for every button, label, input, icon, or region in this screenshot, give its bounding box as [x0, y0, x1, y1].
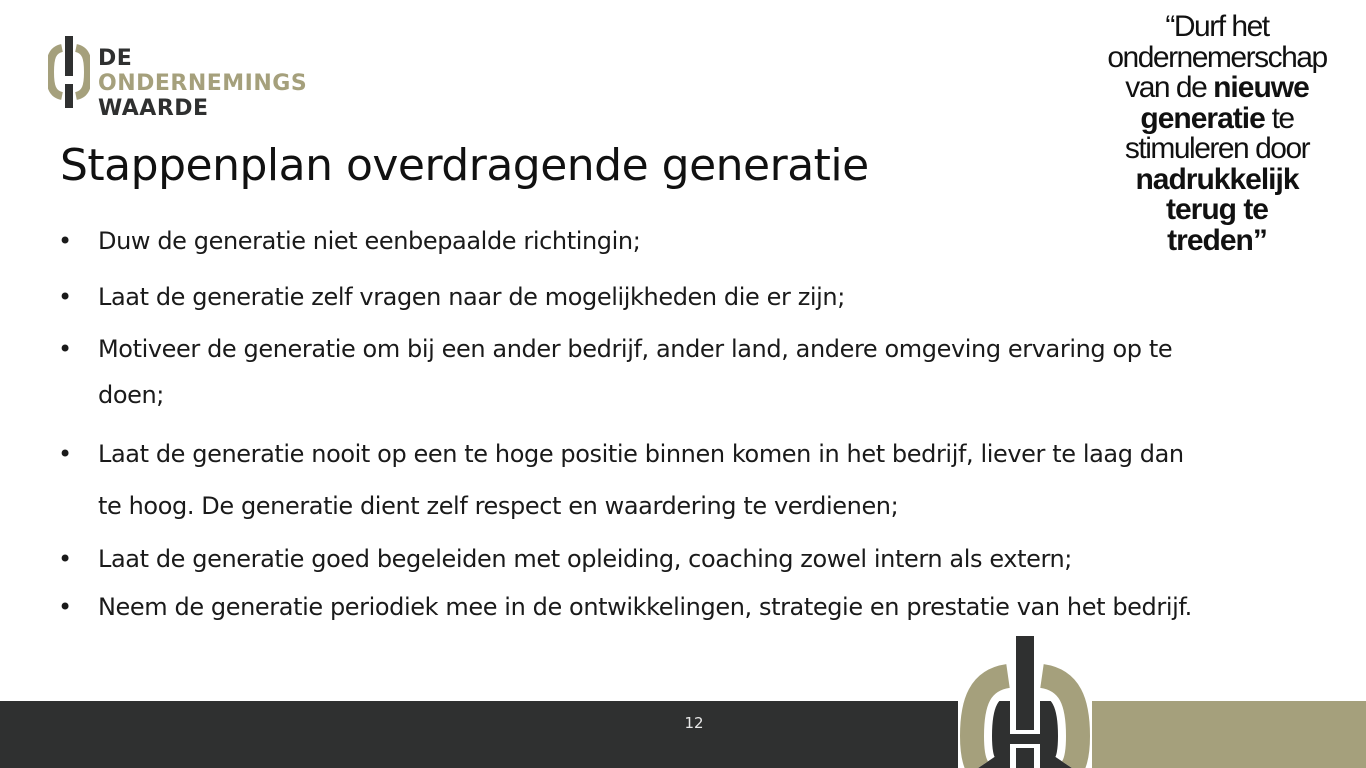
bullet-text: Laat de generatie zelf vragen naar de mogelijkheden die er zijn; [98, 283, 845, 311]
bullet-marker: • [58, 283, 72, 311]
quote-emphasis: nadrukkelijk [1135, 162, 1299, 196]
slide-title: Stappenplan overdragende generatie [60, 140, 869, 191]
logo-mark-large-icon [958, 632, 1092, 768]
bullet-text: Duw de generatie niet eenbepaalde richtingin; [98, 227, 641, 255]
bullet-text-line: Laat de generatie nooit op een te hoge positie binnen komen in het bedrijf, liever te laag dan [98, 440, 1184, 468]
bullet-item [56, 278, 1361, 316]
bullet-marker: • [58, 545, 72, 573]
bullet-item [56, 534, 1361, 584]
quote-line [1082, 162, 1352, 196]
bullet-list [56, 222, 1361, 626]
quote-emphasis: generatie [1140, 101, 1265, 135]
bullet-item [56, 326, 1361, 418]
bullet-marker: • [58, 335, 72, 363]
bullet-item [56, 428, 1361, 532]
quote-emphasis: treden” [1167, 223, 1267, 257]
quote-line: “Durf het [1165, 10, 1269, 43]
quote-line [1082, 195, 1352, 226]
bullet-marker: • [58, 227, 72, 255]
logo-text-de: DE [98, 46, 133, 71]
footer-bar [0, 701, 1366, 768]
quote-block [1082, 12, 1352, 256]
logo-text-waarde: WAARDE [98, 96, 209, 121]
bullet-text-line: te hoog. De generatie dient zelf respect en waardering te verdienen; [98, 492, 899, 520]
bullet-marker: • [58, 440, 72, 468]
page-number: 12 [684, 714, 704, 732]
bullet-text: Neem de generatie periodiek mee in de ontwikkelingen, strategie en prestatie van het bedrijf. [98, 593, 1192, 621]
bullet-text-line: Motiveer de generatie om bij een ander bedrijf, ander land, andere omgeving ervaring op te [98, 335, 1173, 363]
bullet-text: Laat de generatie goed begeleiden met opleiding, coaching zowel intern als extern; [98, 545, 1072, 573]
logo-wordmark [98, 46, 328, 121]
quote-fragment: van de [1125, 71, 1214, 104]
company-logo [48, 36, 328, 121]
logo-text-ondernemings: ONDERNEMINGS [98, 71, 308, 96]
quote-fragment: te [1264, 101, 1294, 135]
quote-emphasis: nieuwe [1213, 71, 1309, 104]
quote-line: ondernemerschap [1107, 40, 1327, 74]
logo-mark-icon [48, 36, 90, 110]
bullet-text-line: doen; [98, 381, 164, 409]
quote-line [1082, 101, 1352, 135]
bullet-marker: • [58, 593, 72, 621]
footer-accent-bar [1086, 701, 1366, 768]
bullet-item [56, 222, 1361, 260]
quote-emphasis: terug te [1165, 193, 1268, 226]
bullet-item [56, 588, 1361, 626]
quote-line [1082, 73, 1352, 104]
quote-line: stimuleren door [1124, 132, 1310, 165]
